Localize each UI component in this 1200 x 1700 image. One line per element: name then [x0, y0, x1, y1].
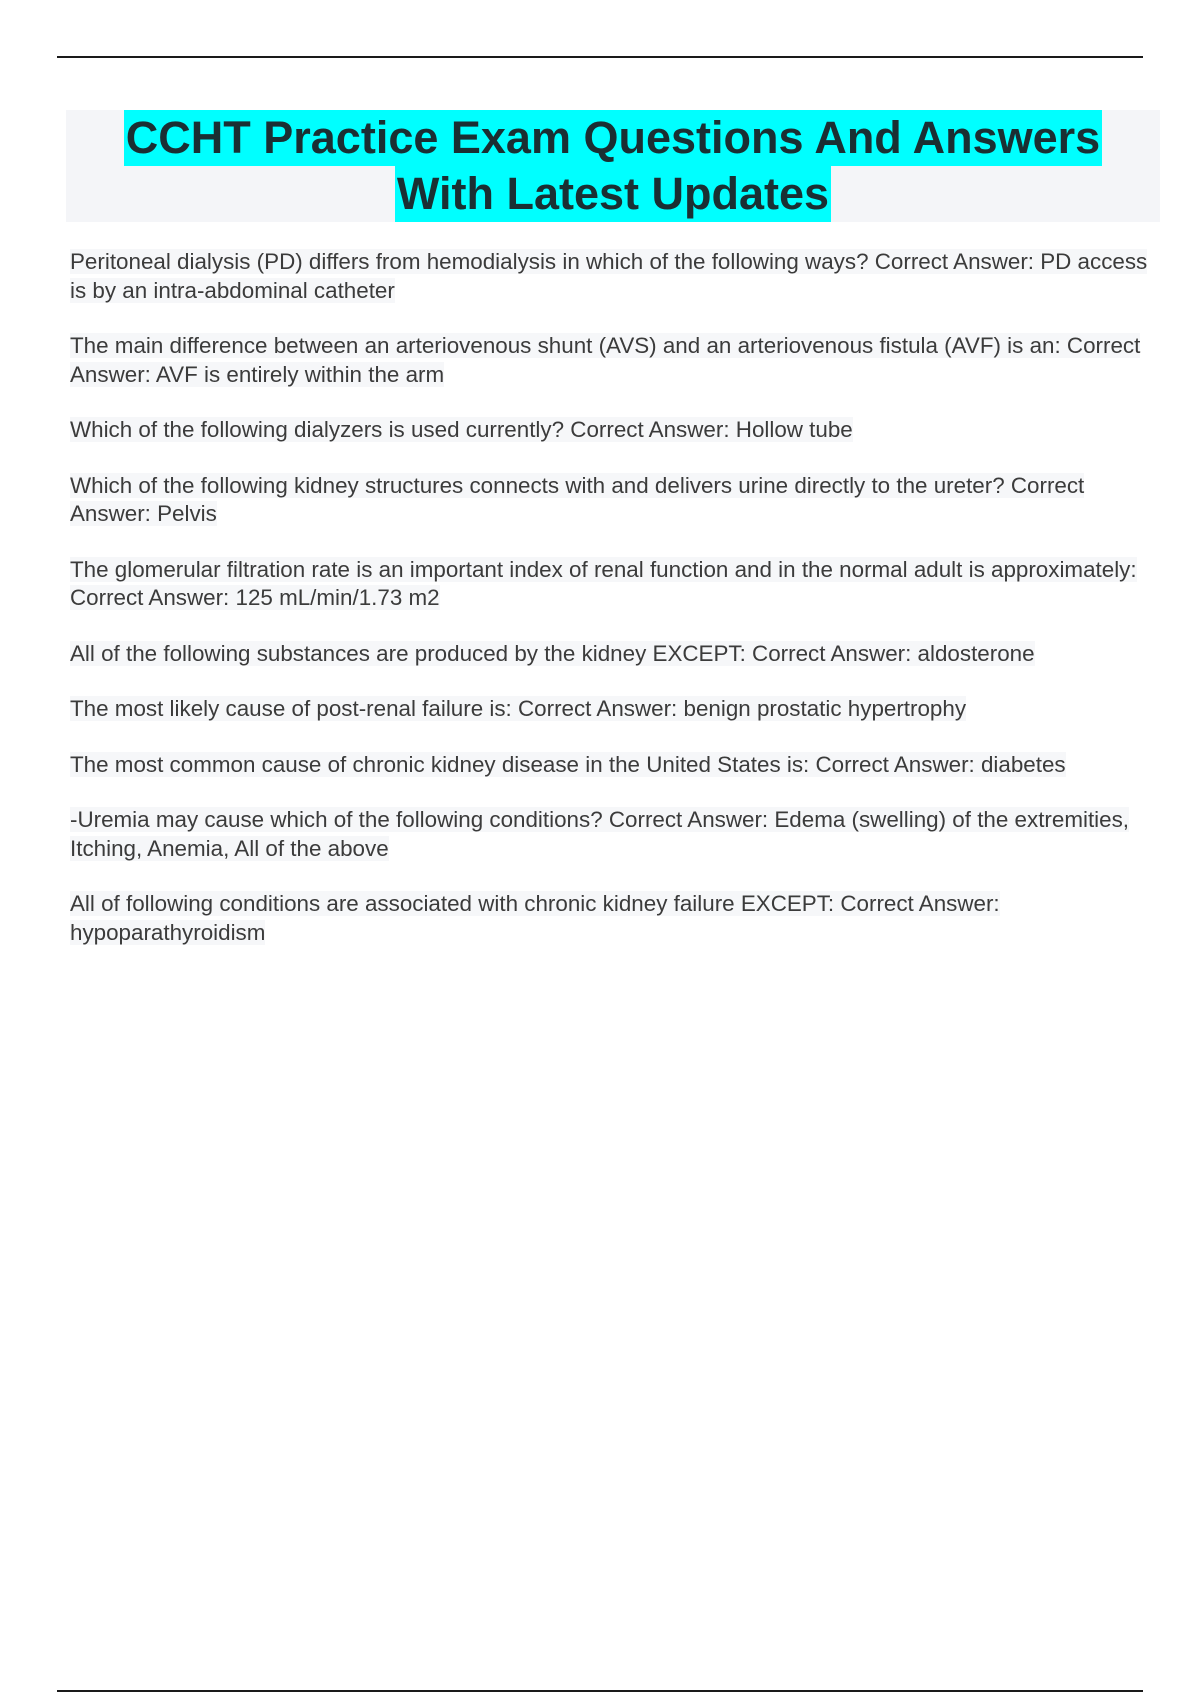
qa-text: All of following conditions are associated with chronic kidney failure EXCEPT: Correct Answer: hypoparathyroidism: [70, 891, 1000, 945]
qa-text: The most likely cause of post-renal failure is: Correct Answer: benign prostatic hypertrophy: [70, 696, 967, 721]
bottom-divider: [57, 1690, 1143, 1692]
qa-item: [70, 751, 1160, 780]
qa-item: [70, 556, 1160, 613]
qa-item: [70, 640, 1160, 669]
title-line-1: CCHT Practice Exam Questions And Answers: [124, 110, 1102, 166]
qa-item: [70, 695, 1160, 724]
qa-text: Peritoneal dialysis (PD) differs from hemodialysis in which of the following ways? Correct Answer: PD access is by an intra-abdominal catheter: [70, 249, 1148, 303]
qa-item: [70, 248, 1160, 305]
top-divider: [57, 56, 1143, 58]
qa-item: [70, 332, 1160, 389]
qa-item: [70, 806, 1160, 863]
qa-text: The main difference between an arteriovenous shunt (AVS) and an arteriovenous fistula (AVF) is an: Correct Answer: AVF is entirely within the arm: [70, 333, 1141, 387]
qa-text: The most common cause of chronic kidney disease in the United States is: Correct Answer: diabetes: [70, 751, 1066, 777]
title-line-2: With Latest Updates: [395, 166, 831, 222]
qa-item: [70, 472, 1160, 529]
qa-item: [70, 890, 1160, 947]
document-title: [66, 110, 1160, 222]
qa-text: All of the following substances are produced by the kidney EXCEPT: Correct Answer: aldosterone: [70, 640, 1035, 666]
qa-text: The glomerular filtration rate is an important index of renal function and in the normal adult is approximately: Correct Answer: 125 mL/min/1.73 m2: [70, 556, 1137, 610]
qa-item: [70, 416, 1160, 445]
question-answer-list: [70, 248, 1160, 974]
qa-text: Which of the following kidney structures connects with and delivers urine directly to the ureter? Correct Answer: Pelvis: [70, 472, 1085, 526]
qa-text: Which of the following dialyzers is used currently? Correct Answer: Hollow tube: [70, 417, 853, 442]
qa-text: -Uremia may cause which of the following conditions? Correct Answer: Edema (swelling) of the extremities, Itching, Anemia, All of the above: [70, 807, 1130, 861]
